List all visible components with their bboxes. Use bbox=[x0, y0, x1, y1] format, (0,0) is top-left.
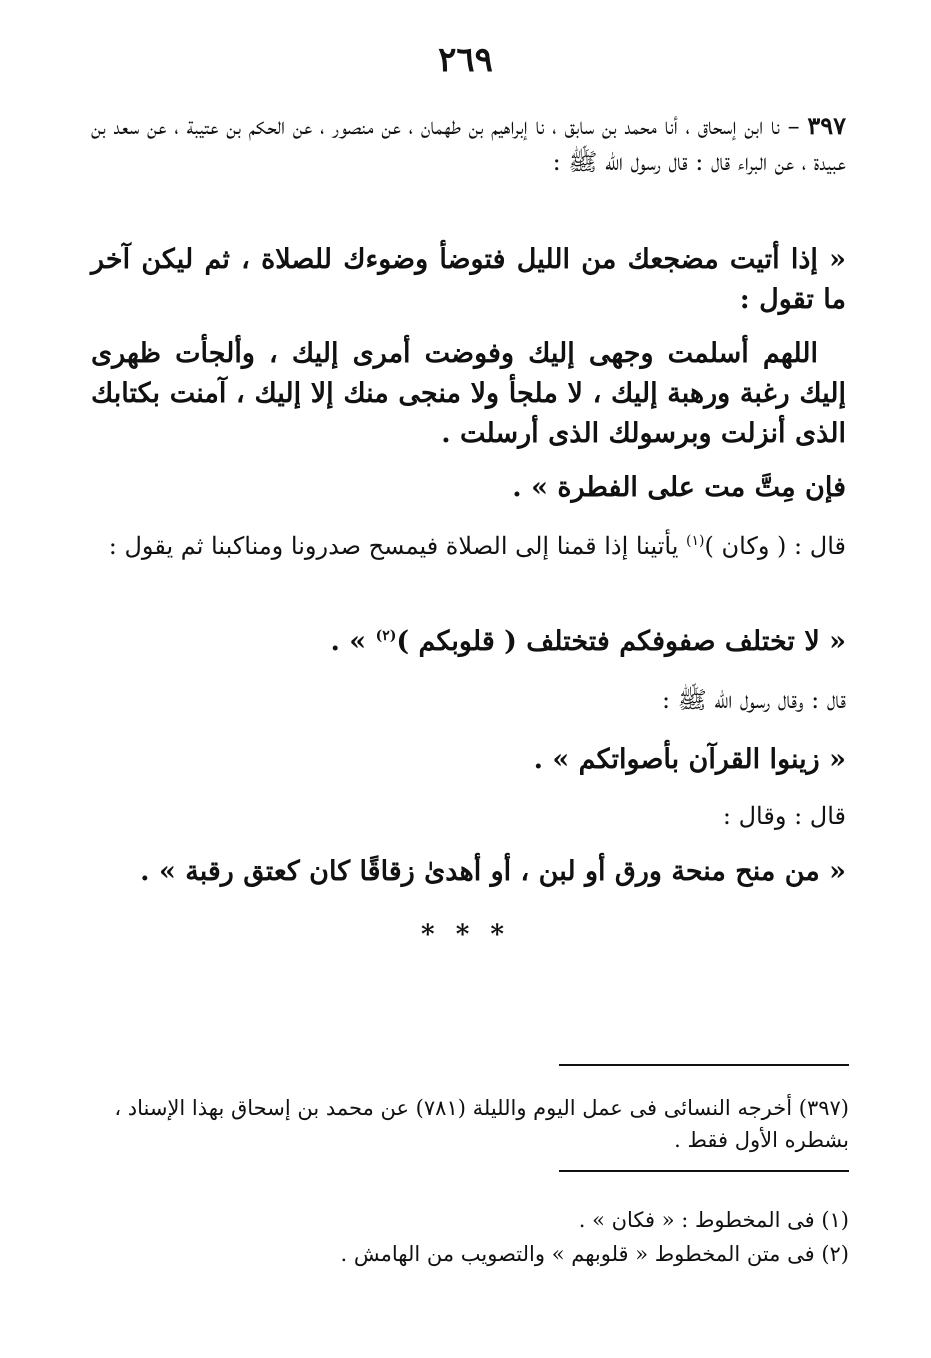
footnote-rule-2 bbox=[559, 1170, 849, 1172]
isnad-text: – نا ابن إسحاق ، أنا محمد بن سابق ، نا إبراهيم بن طهمان ، عن منصور ، عن الحكم بن عتيبة ، عن سعد بن عبيدة ، عن البراء قال : قال رسول الله ﷺ : bbox=[91, 112, 846, 176]
narration-1 bbox=[91, 528, 846, 564]
narration-1-post: يأتينا إذا قمنا إلى الصلاة فيمسح صدرونا ومناكبنا ثم يقول : bbox=[108, 532, 687, 560]
takhrij-note: (٣٩٧) أخرجه النسائى فى عمل اليوم والليلة (٧٨١) عن محمد بن إسحاق بهذا الإسناد ، بشطره الأول فقط . bbox=[114, 1096, 849, 1152]
quote-2 bbox=[91, 622, 846, 662]
footnote-2: (٢) فى متن المخطوط « قلوبهم » والتصويب من الهامش . bbox=[340, 1242, 849, 1266]
quote-1 bbox=[91, 240, 846, 320]
footnote-1: (١) فى المخطوط : « فكان » . bbox=[578, 1208, 849, 1232]
quote-3-text: « زينوا القرآن بأصواتكم » . bbox=[533, 744, 846, 775]
narration-3 bbox=[91, 798, 846, 834]
dua-block bbox=[91, 334, 846, 454]
dua-text: اللهم أسلمت وجهى إليك وفوضت أمرى إليك ، وألجأت ظهرى إليك رغبة ورهبة إليك ، لا ملجأ ولا منجى منك إلا إليك ، آمنت بكتابك الذى أنزلت وبرسولك الذى أرسلت . bbox=[91, 338, 846, 449]
narration-2-text: قال : وقال رسول الله ﷺ : bbox=[662, 686, 846, 714]
quote-1-end bbox=[91, 468, 846, 508]
quote-2-post: » . bbox=[330, 626, 376, 657]
hadith-number: ٣٩٧ bbox=[807, 111, 846, 140]
quote-1-end-text: فإن مِتَّ مت على الفطرة » . bbox=[512, 472, 846, 503]
quote-3 bbox=[91, 740, 846, 780]
quote-4 bbox=[91, 852, 846, 892]
narration-2 bbox=[91, 682, 846, 718]
page-number: ٢٦٩ bbox=[438, 40, 493, 80]
footnote-ref-2: (٢) bbox=[375, 628, 397, 644]
quote-1-text: « إذا أتيت مضجعك من الليل فتوضأ وضوءك للصلاة ، ثم ليكن آخر ما تقول : bbox=[91, 244, 846, 315]
quote-4-text: « من منح منحة ورق أو لبن ، أو أهدىٰ زقاقًا كان كعتق رقبة » . bbox=[140, 856, 846, 887]
narration-3-text: قال : وقال : bbox=[722, 802, 846, 830]
narration-1-pre: قال : ( وكان ) bbox=[704, 532, 846, 560]
quote-2-pre: « لا تختلف صفوفكم فتختلف ( قلوبكم ) bbox=[396, 626, 846, 657]
footnote-rule-1 bbox=[559, 1064, 849, 1066]
footnote-ref-1: (١) bbox=[686, 533, 705, 549]
hadith-isnad bbox=[91, 108, 846, 180]
section-separator: * * * bbox=[421, 920, 510, 950]
